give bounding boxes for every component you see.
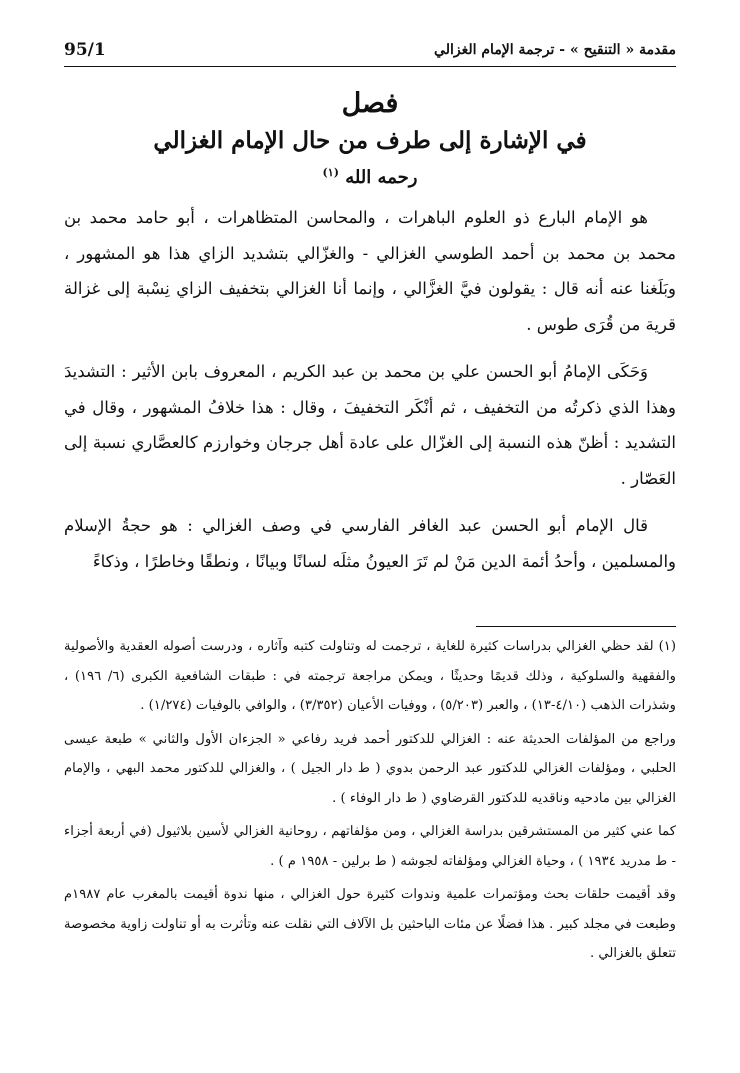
paragraph-1: هو الإمام البارع ذو العلوم الباهرات ، والمحاسن المتظاهرات ، أبو حامد محمد بن محمد بن محمد بن أحمد الطوسي الغزالي - والغزّالي بتشديد الزاي هذا هو المشهور ، وبَلَغنا عنه أنه قال : يقولون فيَّ الغزَّالي ، وإنما أنا الغزالي بتخفيف الزاي نِسْبة إلى غزالة قرية من قُرَى طوس .: [64, 208, 676, 334]
page-number: 95/1: [64, 40, 106, 60]
main-text: [64, 200, 676, 591]
section-heading: [64, 84, 676, 193]
footnote-1: (١) لقد حظي الغزالي بدراسات كثيرة للغاية ، ترجمت له وتناولت كتبه وآثاره ، ودرست أصوله العقدية والأصولية والفقهية والسلوكية ، وذلك قديمًا وحديثًا ، ويمكن مراجعة ترجمته في : طبقات الشافعية الكبرى (٦/ ١٩٦) ، وشذرات الذهب (٤/١٠-١٣) ، والعبر (٥/٢٠٣) ، ووفيات الأعيان (٣/٣٥٢) ، والوافي بالوفيات (١/٢٧٤) .: [64, 639, 676, 713]
footnote-orientalists: كما عني كثير من المستشرقين بدراسة الغزالي ، ومن مؤلفاتهم ، روحانية الغزالي لأسين بلاثيول (في أربعة أجزاء - ط مدريد ١٩٣٤ ) ، وحياة الغزالي ومؤلفاته لجوشه ( ط برلين - ١٩٥٨ م ) .: [64, 824, 676, 869]
paragraph-3: قال الإمام أبو الحسن عبد الغافر الفارسي في وصف الغزالي : هو حجةُ الإسلام والمسلمين ، وأحدُ أئمة الدين مَنْ لم تَرَ العيونُ مثلَه لسانًا وبيانًا ، ونطقًا وخاطرًا ، وذكاءً: [64, 516, 676, 571]
section-subtitle: [64, 158, 676, 193]
subtitle-text: رحمه الله: [345, 167, 418, 188]
footnotes: [64, 632, 676, 973]
footnote-divider: [476, 626, 676, 627]
footnote-modern-works: وراجع من المؤلفات الحديثة عنه : الغزالي للدكتور أحمد فريد رفاعي « الجزءان الأول والثاني » طبعة عيسى الحلبي ، ومؤلفات الغزالي للدكتور عبد الرحمن بدوي ( ط دار الجيل ) ، والغزالي للدكتور محمد البهي ، والإمام الغزالي بين مادحيه وناقديه للدكتور القرضاوي ( ط دار الوفاء ) .: [64, 731, 676, 806]
running-header: [64, 40, 676, 67]
footnote-conferences: وقد أقيمت حلقات بحث ومؤتمرات علمية وندوات كثيرة حول الغزالي ، منها ندوة أقيمت بالمغرب عام ١٩٨٧م وطبعت في مجلد كبير . هذا فضلًا عن مئات الباحثين بل الآلاف التي نقلت عنه وتأثرت به أو تناولت زاوية مخصوصة تتعلق بالغزالي .: [64, 887, 676, 961]
section-label: فصل: [341, 88, 399, 119]
section-title: في الإشارة إلى طرف من حال الإمام الغزالي: [153, 127, 587, 154]
paragraph-2: وَحَكَى الإمامُ أبو الحسن علي بن محمد بن عبد الكريم ، المعروف بابن الأثير : التشديدَ وهذا الذي ذكرتُه من التخفيف ، ثم أنْكَر التخفيفَ ، وقال : هذا خلافُ المشهور ، وقال في التشديد : أظنّ هذه النسبة إلى الغزّال على عادة أهل جرجان وخوارزم كالعصَّاري نسبة إلى العَصّار .: [64, 362, 676, 488]
running-header-title: مقدمة « التنقيح » - ترجمة الإمام الغزالي: [434, 42, 676, 58]
footnote-ref: (١): [322, 166, 339, 179]
